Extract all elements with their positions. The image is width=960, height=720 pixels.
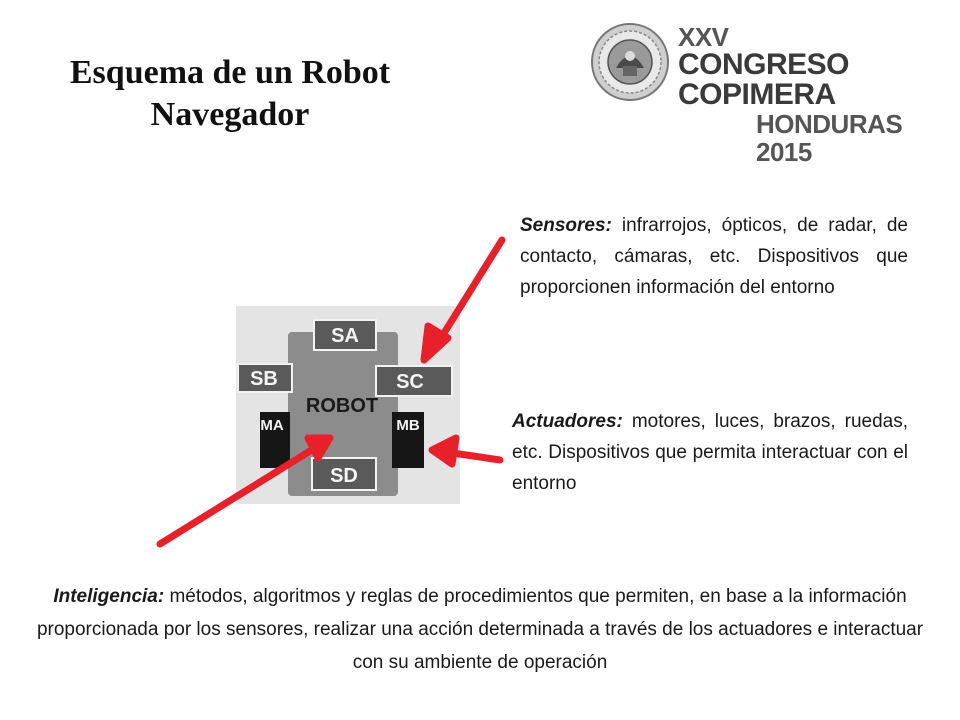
logo-wordmark bbox=[678, 24, 950, 166]
robot-label-sa: SA bbox=[331, 325, 359, 347]
title-line-1: Esquema de un Robot bbox=[69, 54, 391, 91]
actuadores-text: motores, luces, brazos, ruedas, etc. Dispositivos que permita interactuar con el entorno bbox=[512, 411, 908, 494]
logo-location-year: HONDURAS 2015 bbox=[756, 109, 903, 167]
robot-label-sd: SD bbox=[330, 465, 358, 487]
sensores-text: infrarrojos, ópticos, de radar, de contacto, cámaras, etc. Dispositivos que proporcionen información del entorno bbox=[520, 215, 908, 298]
logo-edition: XXV bbox=[678, 22, 729, 52]
actuadores-label: Actuadores: bbox=[512, 411, 623, 432]
title-line-2: Navegador bbox=[150, 96, 310, 133]
slide-title bbox=[20, 52, 440, 136]
sensores-label: Sensores: bbox=[520, 215, 612, 236]
logo-congress-name: CONGRESO COPIMERA bbox=[678, 48, 850, 111]
inteligencia-description bbox=[30, 580, 930, 679]
robot-label-mb: MB bbox=[396, 417, 420, 434]
copimera-seal-icon bbox=[590, 22, 670, 102]
robot-diagram bbox=[236, 306, 460, 504]
actuadores-description bbox=[512, 406, 908, 499]
inteligencia-text: métodos, algoritmos y reglas de procedimientos que permiten, en base a la información proporcionada por los sensores, realizar una acción determinada a través de los actuadores e interactuar con su ambiente de operación bbox=[36, 586, 924, 673]
congress-logo bbox=[590, 22, 950, 167]
robot-label-ma: MA bbox=[260, 417, 284, 434]
robot-label-sc: SC bbox=[396, 371, 424, 393]
robot-label-center: ROBOT bbox=[305, 395, 379, 417]
sensores-description bbox=[520, 210, 908, 303]
inteligencia-label: Inteligencia: bbox=[53, 586, 165, 607]
robot-label-sb: SB bbox=[250, 368, 278, 390]
